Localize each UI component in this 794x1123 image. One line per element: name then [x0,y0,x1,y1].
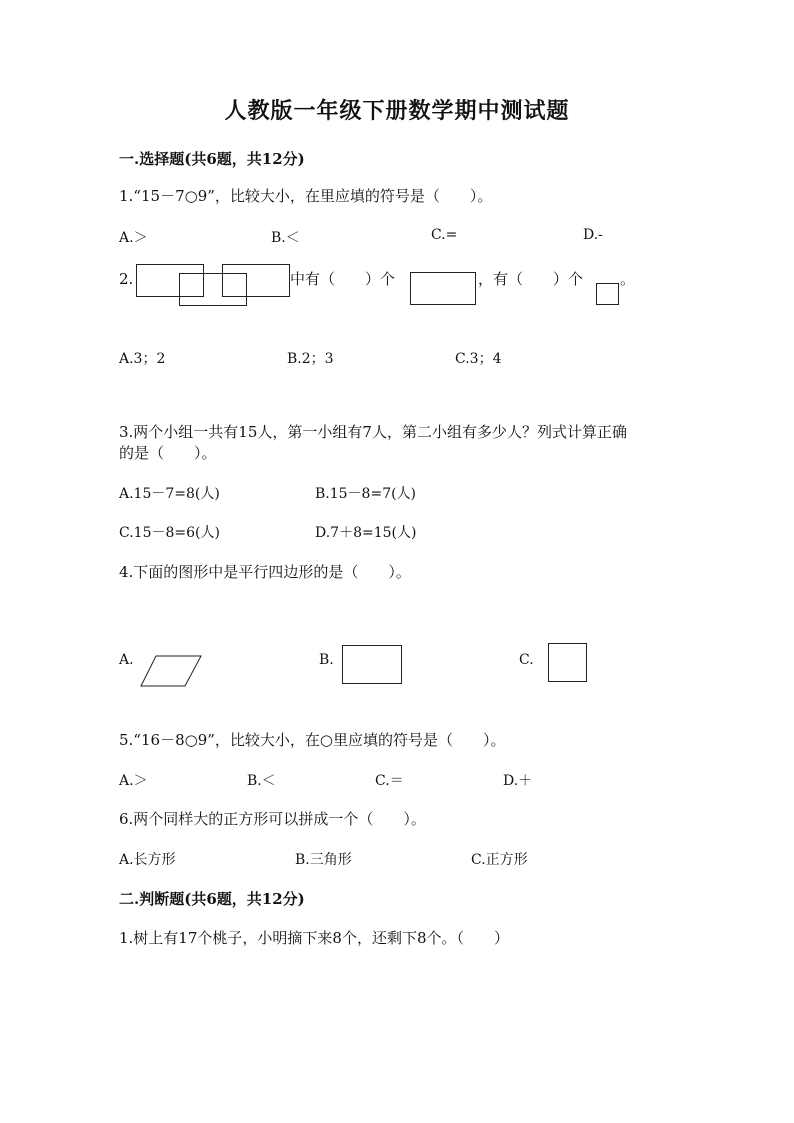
question-2-mid2: ，有（ ）个 [478,270,584,288]
q4-option-b[interactable]: B. [319,652,334,668]
q6-option-c[interactable]: C.正方形 [471,852,528,868]
question-6-text: 6.两个同样大的正方形可以拼成一个（ ）。 [119,810,426,828]
section-heading-judgement: 二.判断题(共6题，共12分) [119,890,305,908]
judgement-question-1-text: 1.树上有17个桃子，小明摘下来8个，还剩下8个。（ ） [119,929,509,947]
question-1-text: 1.“15－7○9”，比较大小，在里应填的符号是（ ）。 [119,187,493,205]
q1-option-b[interactable]: B.＜ [271,230,300,246]
q5-option-d[interactable]: D.＋ [503,773,533,789]
q5-option-a[interactable]: A.＞ [119,773,148,789]
q3-option-d[interactable]: D.7＋8=15(人) [315,525,417,541]
question-3-line1: 3.两个小组一共有15人，第一小组有7人，第二小组有多少人？列式计算正确 [119,423,627,441]
question-2-mid1: 中有（ ）个 [290,270,396,288]
question-4-text: 4.下面的图形中是平行四边形的是（ ）。 [119,563,411,581]
parallelogram-figure [140,655,202,687]
q3-option-b[interactable]: B.15－8=7(人) [315,486,417,502]
q3-option-c[interactable]: C.15－8=6(人) [119,525,220,541]
section-heading-choice: 一.选择题(共6题，共12分) [119,150,305,168]
question-2-suffix: 。 [620,270,636,288]
square-figure [548,643,587,682]
q1-option-a[interactable]: A.＞ [119,230,148,246]
q6-option-a[interactable]: A.长方形 [119,852,176,868]
q5-option-b[interactable]: B.＜ [247,773,276,789]
figure-rect-3 [179,273,247,306]
q2-option-c[interactable]: C.3；4 [455,351,502,367]
question-5-text: 5.“16－8○9”，比较大小，在○里应填的符号是（ ）。 [119,731,506,749]
q3-option-a[interactable]: A.15－7=8(人) [119,486,220,502]
rectangle-figure [342,645,402,684]
q2-option-a[interactable]: A.3；2 [119,351,166,367]
page-title: 人教版一年级下册数学期中测试题 [224,98,570,124]
square-shape [596,283,619,305]
q5-option-c[interactable]: C.＝ [375,773,404,789]
q2-option-b[interactable]: B.2；3 [287,351,334,367]
question-2-prefix: 2. [119,270,134,288]
question-3-line2: 的是（ ）。 [119,444,217,462]
q4-option-c[interactable]: C. [519,652,534,668]
q6-option-b[interactable]: B.三角形 [295,852,352,868]
q1-option-d[interactable]: D.- [583,227,603,243]
q4-option-a[interactable]: A. [119,652,134,668]
q1-option-c[interactable]: C.= [431,227,458,243]
rectangle-shape [410,272,476,305]
